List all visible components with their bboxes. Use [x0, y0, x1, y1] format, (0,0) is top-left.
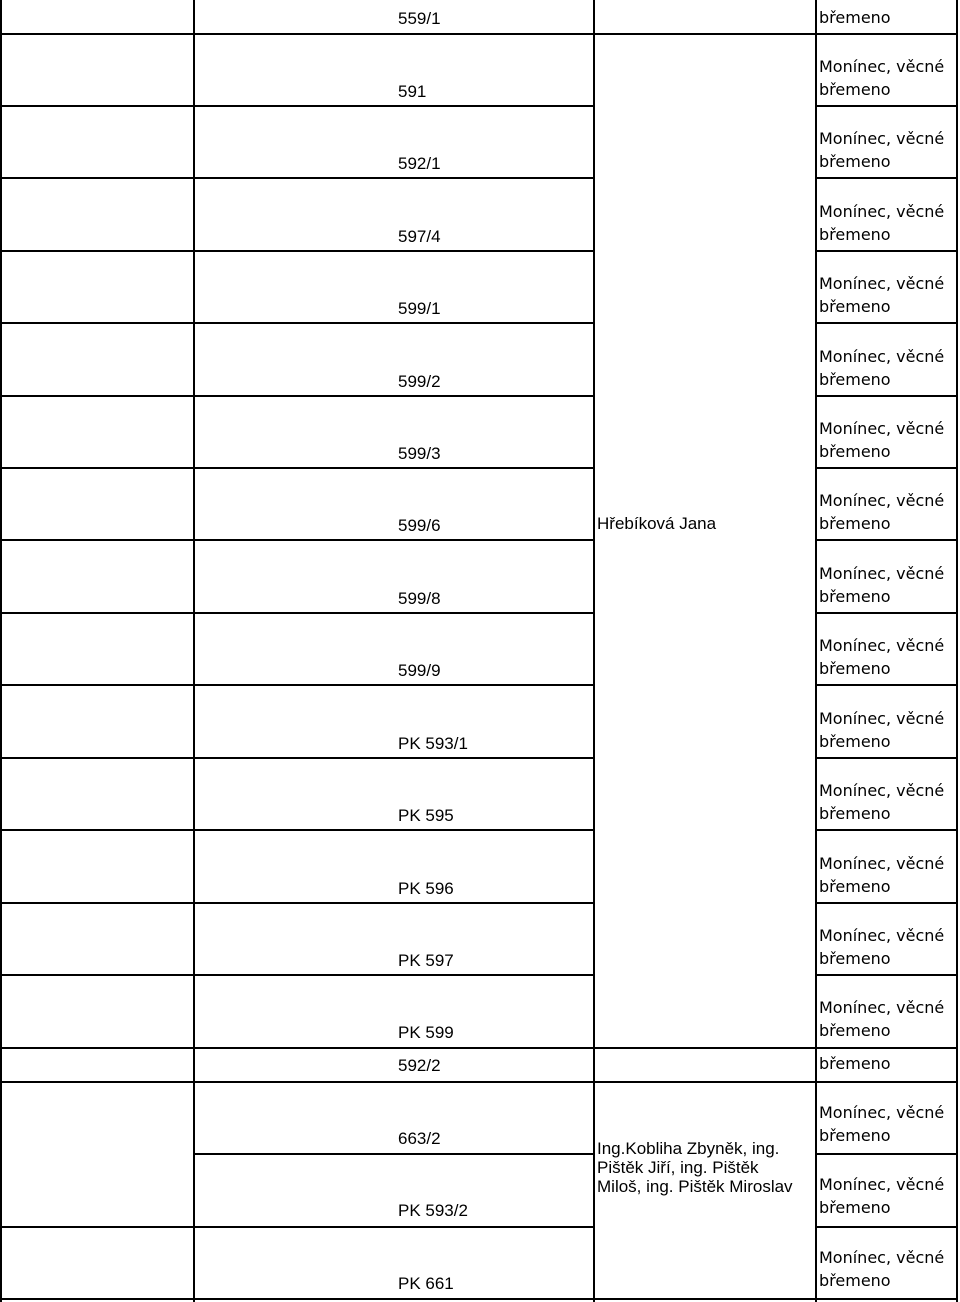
row-divider	[815, 684, 958, 686]
table-border-bottom	[0, 1298, 958, 1300]
note-line-2: břemeno	[819, 659, 891, 678]
row-divider	[0, 1226, 595, 1228]
parcel-number: 599/3	[398, 444, 441, 463]
note-line-2: břemeno	[819, 80, 891, 99]
note-line-1: Monínec, věcné	[819, 1103, 945, 1122]
row-divider	[815, 250, 958, 252]
note-line-1: Monínec, věcné	[819, 57, 945, 76]
note-line-2: břemeno	[819, 8, 891, 27]
row-divider	[0, 33, 958, 35]
column-divider	[593, 0, 595, 1302]
note-line-1: Monínec, věcné	[819, 347, 945, 366]
column-divider	[815, 0, 817, 1302]
note-line-2: břemeno	[819, 949, 891, 968]
row-divider	[815, 395, 958, 397]
row-divider	[0, 829, 595, 831]
note-line-1: Monínec, věcné	[819, 636, 945, 655]
note-line-1: Monínec, věcné	[819, 998, 945, 1017]
table-border-left	[0, 0, 2, 1302]
row-divider	[0, 105, 595, 107]
parcel-number: PK 599	[398, 1023, 454, 1042]
row-divider	[0, 322, 595, 324]
parcel-number: PK 593/1	[398, 734, 468, 753]
note-line-2: břemeno	[819, 1021, 891, 1040]
row-divider	[193, 1153, 595, 1155]
note-line-2: břemeno	[819, 442, 891, 461]
row-divider	[815, 177, 958, 179]
note-line-1: Monínec, věcné	[819, 129, 945, 148]
note-line-2: břemeno	[819, 152, 891, 171]
row-divider	[815, 467, 958, 469]
row-divider	[0, 1047, 958, 1049]
note-line-1: Monínec, věcné	[819, 491, 945, 510]
row-divider	[0, 539, 595, 541]
note-line-2: břemeno	[819, 732, 891, 751]
column-divider	[193, 0, 195, 1302]
row-divider	[0, 250, 595, 252]
owner-name: Hřebíková Jana	[597, 514, 717, 533]
note-line-2: břemeno	[819, 514, 891, 533]
parcel-number: 599/8	[398, 589, 441, 608]
row-divider	[815, 974, 958, 976]
note-line-2: břemeno	[819, 297, 891, 316]
parcel-number: 597/4	[398, 227, 441, 246]
row-divider	[0, 902, 595, 904]
note-line-2: břemeno	[819, 1126, 891, 1145]
note-line-2: břemeno	[819, 587, 891, 606]
row-divider	[0, 1081, 958, 1083]
note-line-1: Monínec, věcné	[819, 709, 945, 728]
note-line-1: Monínec, věcné	[819, 274, 945, 293]
row-divider	[815, 829, 958, 831]
parcel-number: PK 596	[398, 879, 454, 898]
parcel-number: PK 597	[398, 951, 454, 970]
owner-names: Ing.Kobliha Zbyněk, ing. Pištěk Jiří, ing. Pištěk Miloš, ing. Pištěk Miroslav	[597, 1139, 793, 1196]
note-line-1: Monínec, věcné	[819, 419, 945, 438]
table-border-right	[956, 0, 958, 1302]
row-divider	[815, 612, 958, 614]
row-divider	[0, 177, 595, 179]
note-line-1: Monínec, věcné	[819, 202, 945, 221]
note-line-1: Monínec, věcné	[819, 1248, 945, 1267]
note-line-2: břemeno	[819, 1271, 891, 1290]
note-line-2: břemeno	[819, 804, 891, 823]
parcel-number: 592/2	[398, 1056, 441, 1075]
note-line-2: břemeno	[819, 225, 891, 244]
row-divider	[815, 539, 958, 541]
row-divider	[0, 974, 595, 976]
parcel-number: 599/1	[398, 299, 441, 318]
row-divider	[815, 757, 958, 759]
parcel-number: PK 661	[398, 1274, 454, 1293]
row-divider	[0, 395, 595, 397]
parcel-number: 591	[398, 82, 427, 101]
parcel-number: PK 595	[398, 806, 454, 825]
row-divider	[0, 757, 595, 759]
note-line-2: břemeno	[819, 1198, 891, 1217]
row-divider	[0, 684, 595, 686]
parcel-number: PK 593/2	[398, 1201, 468, 1220]
parcel-number: 599/6	[398, 516, 441, 535]
parcel-number: 559/1	[398, 9, 441, 28]
row-divider	[0, 467, 595, 469]
note-line-2: břemeno	[819, 1054, 891, 1073]
note-line-1: Monínec, věcné	[819, 564, 945, 583]
note-line-1: Monínec, věcné	[819, 926, 945, 945]
note-line-1: Monínec, věcné	[819, 1175, 945, 1194]
note-line-1: Monínec, věcné	[819, 781, 945, 800]
row-divider	[815, 1226, 958, 1228]
parcel-number: 592/1	[398, 154, 441, 173]
note-line-2: břemeno	[819, 370, 891, 389]
parcel-number: 599/9	[398, 661, 441, 680]
row-divider	[815, 1153, 958, 1155]
row-divider	[815, 105, 958, 107]
parcel-number: 663/2	[398, 1129, 441, 1148]
parcel-number: 599/2	[398, 372, 441, 391]
row-divider	[815, 322, 958, 324]
note-line-1: Monínec, věcné	[819, 854, 945, 873]
note-line-2: břemeno	[819, 877, 891, 896]
row-divider	[815, 902, 958, 904]
row-divider	[0, 612, 595, 614]
